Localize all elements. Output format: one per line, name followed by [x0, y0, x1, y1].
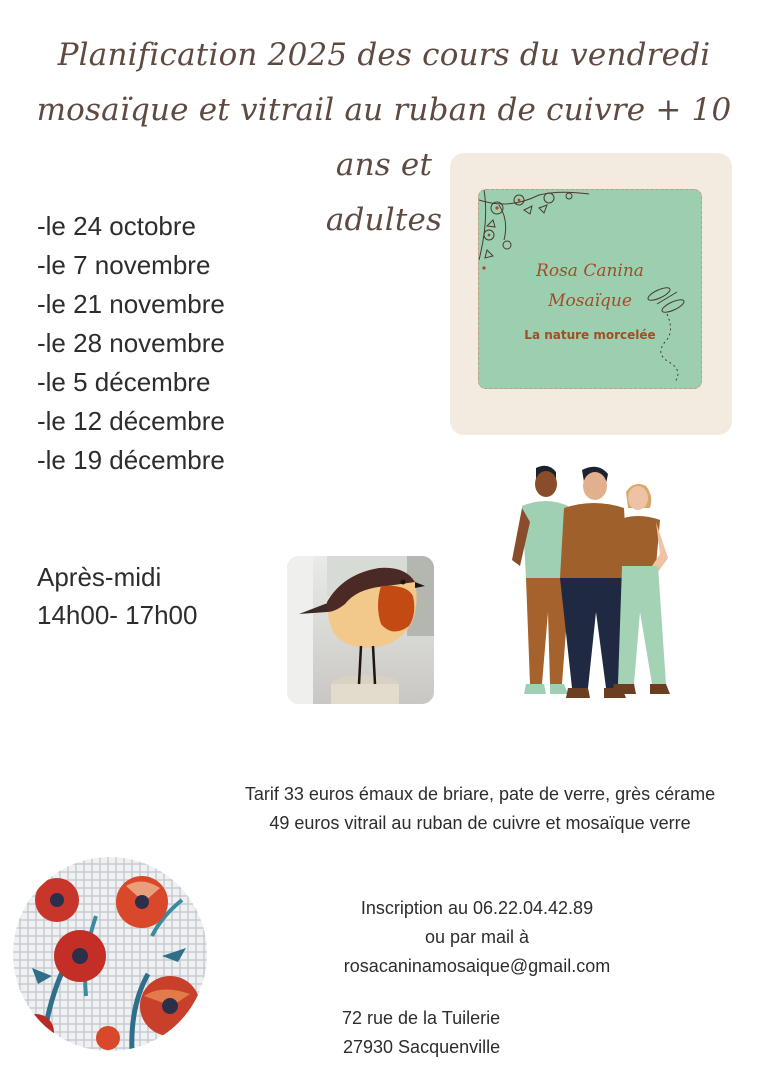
date-item: -le 24 octobre [37, 211, 196, 241]
person-middle [560, 467, 628, 698]
stained-glass-bird-photo [287, 556, 434, 704]
date-item: -le 21 novembre [37, 289, 225, 319]
schedule [37, 558, 197, 634]
date-item: -le 5 décembre [37, 367, 211, 397]
date-item: -le 12 décembre [37, 406, 225, 436]
date-list [37, 207, 225, 480]
address-city: 27930 Sacquenville [343, 1037, 501, 1057]
logo-name [479, 256, 701, 316]
title-line-3: adultes [325, 202, 443, 238]
date-item: -le 28 novembre [37, 328, 225, 358]
logo-tagline: La nature morcelée [524, 328, 656, 342]
group-of-people-illustration [506, 462, 676, 707]
email-link[interactable]: rosacaninamosaique@gmail.com [343, 956, 611, 976]
title-line-1: Planification 2025 des cours du vendredi [57, 37, 711, 73]
price-line-1: Tarif 33 euros émaux de briare, pate de verre, grès cérame [244, 784, 716, 804]
price-line-2: 49 euros vitrail au ruban de cuivre et mosaïque verre [269, 813, 691, 833]
date-item: -le 7 novembre [37, 250, 211, 280]
mail-intro: ou par mail à [424, 927, 530, 947]
logo-card [450, 153, 732, 435]
address [342, 1004, 500, 1062]
schedule-hours: 14h00- 17h00 [37, 600, 198, 630]
pricing-info [200, 780, 760, 838]
logo-name-line-2: Mosaïque [548, 291, 632, 311]
phone-line: Inscription au 06.22.04.42.89 [360, 898, 594, 918]
address-street: 72 rue de la Tuilerie [342, 1008, 501, 1028]
logo-badge [478, 189, 702, 389]
logo-name-line-1: Rosa Canina [536, 261, 644, 281]
schedule-period: Après-midi [37, 562, 162, 592]
date-item: -le 19 décembre [37, 445, 225, 475]
title-line-2: mosaïque et vitrail au ruban de cuivre + 10 ans et [36, 92, 732, 183]
contact-info [318, 894, 636, 981]
poppy-mosaic-image [12, 856, 208, 1052]
